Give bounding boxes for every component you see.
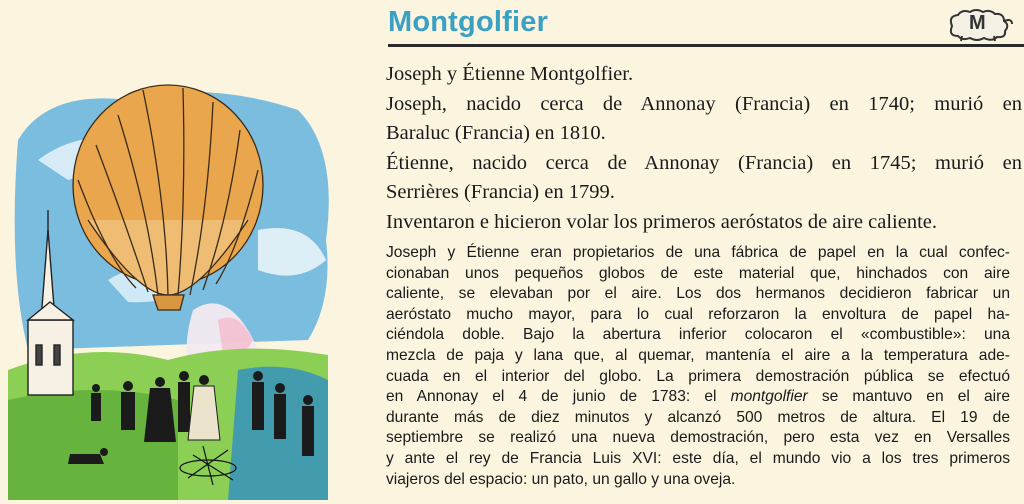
paragraph-line: cuada en el interior del globo. La primera demostración pública se efectuó (386, 367, 1010, 385)
paragraph-line: Joseph y Étienne eran propietarios de una fábrica de papel en la cual confec- (386, 244, 1010, 261)
paragraph-line: aeróstato mucho mayor, para lo cual reforzaron la envoltura de papel ha- (386, 305, 1010, 323)
bio-line: Étienne, nacido cerca de Annonay (Francia) en 1745; murió en (386, 151, 1022, 174)
paragraph-line: y ante el rey de Francia Luis XVI: este día, el mundo vio a los tres primeros (386, 449, 1010, 467)
paragraph-line: ciéndola doble. Bajo la abertura inferior colocaron el «combustible»: una (386, 326, 1010, 344)
line-text: en Annonay el 4 de junio de 1783: el (386, 388, 717, 406)
paragraph-line: cionaban unos pequeños globos de este material que, hinchados con aire (386, 264, 1010, 282)
title-rule (388, 44, 1024, 47)
sheep-logo-icon (942, 8, 1014, 42)
page-title: Montgolfier (388, 6, 549, 38)
italic-term: montgolfier (730, 388, 808, 406)
balloon-illustration (8, 70, 338, 500)
description-paragraph (386, 243, 1010, 490)
biography-block (386, 60, 1022, 237)
bio-line: Inventaron e hicieron volar los primeros aeróstatos de aire caliente. (386, 210, 937, 233)
paragraph-line: mezcla de paja y lana que, al quemar, mantenía el aire a la temperatura ade- (386, 346, 1010, 364)
line-text: se mantuvo en el aire (821, 388, 1010, 406)
paragraph-line: durante más de diez minutos y alcanzó 500 metros de altura. El 19 de (386, 408, 1010, 426)
paragraph-line: septiembre se realizó una nueva demostración, pero esta vez en Versalles (386, 429, 1010, 447)
bio-line: Joseph y Étienne Montgolfier. (386, 63, 634, 85)
bio-line: Baraluc (Francia) en 1810. (386, 122, 606, 144)
paragraph-line: viajeros del espacio: un pato, un gallo y una oveja. (386, 470, 736, 488)
logo-letter: M (969, 12, 986, 34)
bio-line: Serrières (Francia) en 1799. (386, 181, 615, 203)
bio-line: Joseph, nacido cerca de Annonay (Francia) en 1740; murió en (386, 92, 1022, 115)
paragraph-line-mixed (386, 387, 1010, 408)
paragraph-line: caliente, se elevaban por el aire. Los dos hermanos decidieron fabricar un (386, 285, 1010, 303)
